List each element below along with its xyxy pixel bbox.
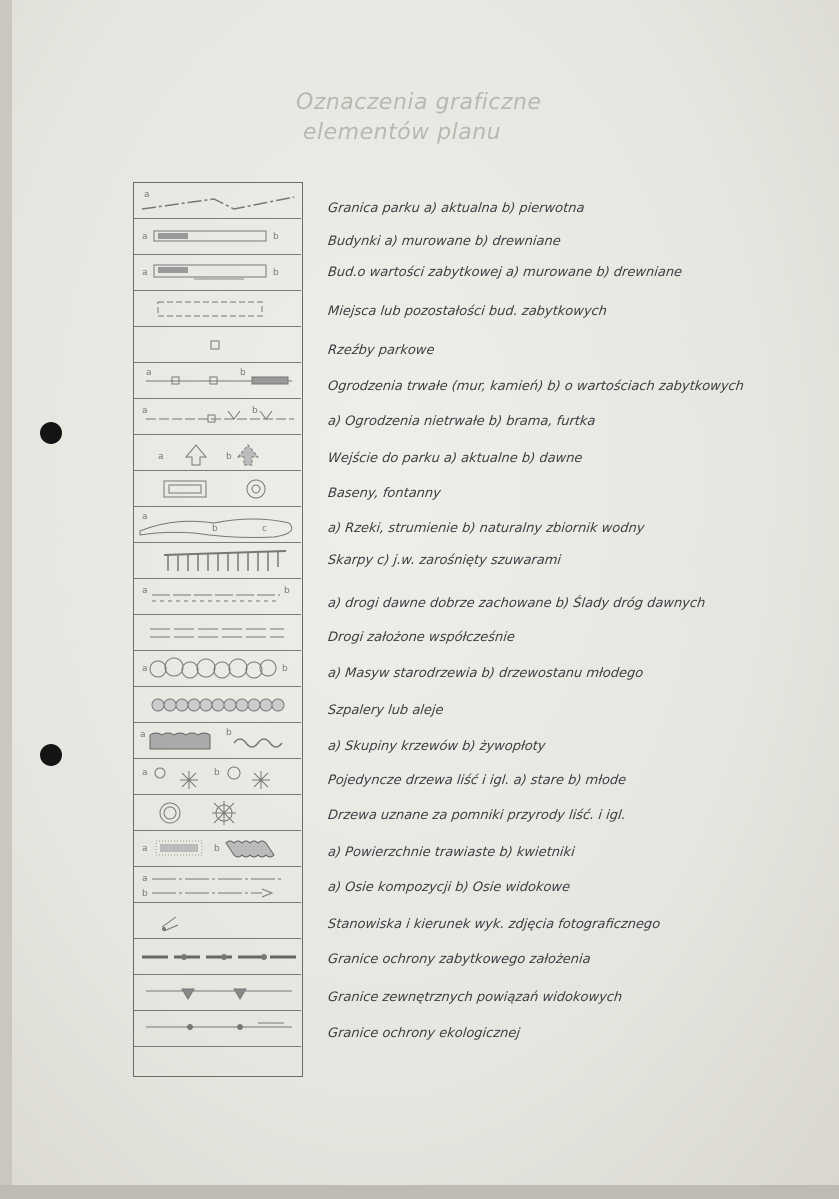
legend-label-slopes: Skarpy c) j.w. zarośnięty szuwarami [327,553,562,568]
mark-b: b [284,586,290,596]
mark-b: b [273,268,279,278]
mark-a: a [142,586,148,596]
punch-hole-upper [40,422,62,444]
mark-a: a [146,368,152,378]
page-title-line1: Oznaczenia graficzne [296,90,542,115]
symbol-view-links-boundary [134,975,301,1011]
mark-b: b [282,664,288,674]
mark-c: c [262,524,267,534]
mark-a: a [142,268,148,278]
symbol-ecological-boundary [134,1011,301,1047]
symbol-historic-buildings [134,255,301,291]
legend-label-shrubs-hedges: a) Skupiny krzewów b) żywopłoty [327,739,547,754]
symbol-sculptures [134,327,301,363]
symbol-photo-position [134,903,301,939]
symbol-heritage-boundary [134,939,301,975]
page-title-line2: elementów planu [303,120,502,145]
symbol-permanent-fences [134,363,301,399]
legend-label-alleys: Szpalery lub aleje [327,703,445,718]
legend-label-pools-fountains: Baseny, fontanny [327,486,442,501]
mark-a: a [142,874,148,884]
legend-label-tree-stands: a) Masyw starodrzewia b) drzewostanu młodego [327,666,644,681]
mark-b: b [226,452,232,462]
symbol-buildings [134,219,301,255]
symbol-lawns-flowerbeds [134,831,301,867]
symbol-tree-stands [134,651,301,687]
mark-b: b [226,728,232,738]
mark-b: b [252,406,258,416]
symbol-shrubs-hedges [134,723,301,759]
legend-label-park-entrance: Wejście do parku a) aktualne b) dawne [327,451,584,466]
legend-label-view-links: Granice zewnętrznych powiązań widokowych [327,990,623,1005]
symbol-temporary-fences [134,399,301,435]
mark-a: a [158,452,164,462]
symbol-rivers-ponds [134,507,301,543]
mark-b: b [214,844,220,854]
symbol-pools-fountains [134,471,301,507]
legend-label-monument-trees: Drzewa uznane za pomniki przyrody liść. i igl. [327,808,627,823]
symbol-park-boundary [134,183,301,219]
legend-label-rivers-ponds: a) Rzeki, strumienie b) naturalny zbiornik wodny [327,521,646,536]
legend-label-buildings: Budynki a) murowane b) drewniane [327,234,562,249]
symbol-alleys [134,687,301,723]
legend-label-historic-buildings: Bud.o wartości zabytkowej a) murowane b) drewniane [327,265,683,280]
mark-b: b [142,889,148,899]
legend-label-sculptures: Rzeźby parkowe [327,343,436,358]
page-left-edge [0,0,12,1199]
legend-label-photo-position: Stanowiska i kierunek wyk. zdjęcia fotograficznego [327,917,661,932]
legend-label-single-trees: Pojedyncze drzewa liść i igl. a) stare b) młode [327,773,627,788]
mark-a: a [140,730,146,740]
mark-a: a [142,406,148,416]
mark-a: a [142,664,148,674]
page-bottom-edge [0,1185,839,1199]
punch-hole-lower [40,744,62,766]
mark-a: a [142,512,148,522]
symbol-building-remains [134,291,301,327]
mark-b: b [212,524,218,534]
legend-symbol-column [133,182,303,1077]
legend-label-modern-roads: Drogi założone współcześnie [327,630,516,645]
legend-label-park-boundary: Granica parku a) aktualna b) pierwotna [327,201,586,216]
symbol-old-roads [134,579,301,615]
symbol-single-trees [134,759,301,795]
symbol-axes [134,867,301,903]
symbol-slopes [134,543,301,579]
mark-b: b [240,368,246,378]
symbol-park-entrance [134,435,301,471]
legend-label-axes: a) Osie kompozycji b) Osie widokowe [327,880,571,895]
mark-a: a [144,190,150,200]
legend-label-building-remains: Miejsca lub pozostałości bud. zabytkowych [327,304,608,319]
legend-label-permanent-fences: Ogrodzenia trwałe (mur, kamień) b) o wartościach zabytkowych [327,379,745,394]
mark-a: a [142,232,148,242]
legend-label-temporary-fences: a) Ogrodzenia nietrwałe b) brama, furtka [327,414,597,429]
legend-label-ecological-boundary: Granice ochrony ekologicznej [327,1026,521,1041]
symbol-monument-trees [134,795,301,831]
mark-a: a [142,768,148,778]
mark-b: b [273,232,279,242]
empty-row [134,1047,301,1077]
symbol-modern-roads [134,615,301,651]
mark-a: a [142,844,148,854]
legend-label-lawns-flowerbeds: a) Powierzchnie trawiaste b) kwietniki [327,845,576,860]
legend-label-old-roads: a) drogi dawne dobrze zachowane b) Ślady dróg dawnych [327,596,707,611]
legend-label-heritage-boundary: Granice ochrony zabytkowego założenia [327,952,592,967]
mark-b: b [214,768,220,778]
